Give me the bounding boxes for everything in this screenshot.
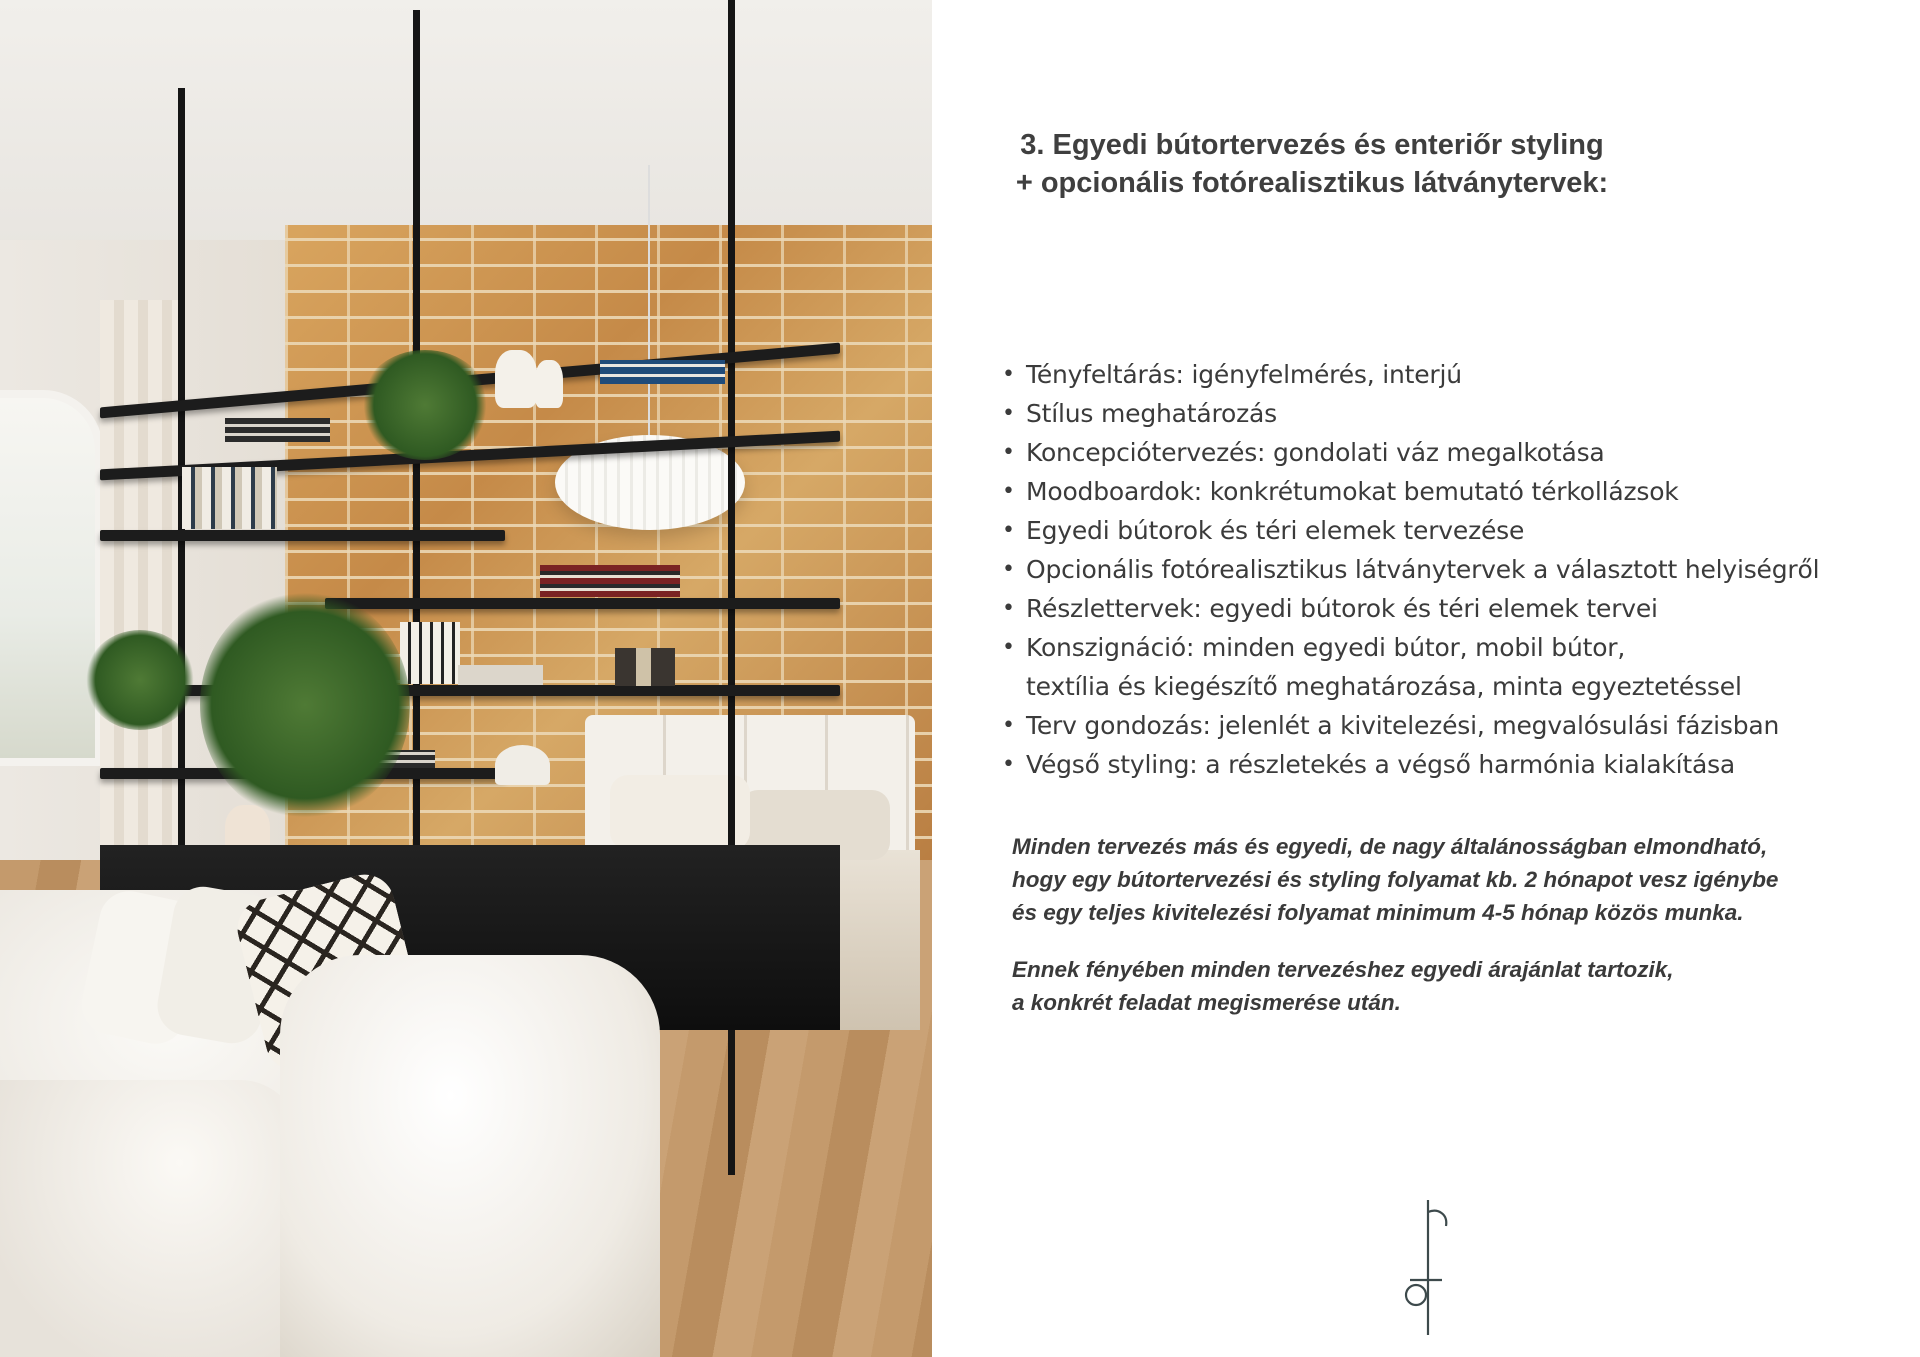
note-line: Minden tervezés más és egyedi, de nagy általánosságban elmondható, (1012, 834, 1768, 859)
lamp-cord (648, 165, 650, 435)
list-item-text: Moodboardok: konkrétumokat bemutató térkollázsok (1026, 477, 1679, 506)
ceiling (0, 0, 932, 250)
candle-holders (615, 648, 675, 686)
palm-plant (200, 590, 410, 820)
hanging-plant (360, 350, 490, 460)
book-row (400, 622, 460, 684)
note-paragraph (1012, 953, 1892, 1019)
list-item-continuation: textília és kiegészítő meghatározása, minta egyeztetéssel (1026, 672, 1742, 701)
list-item (1002, 706, 1819, 745)
title-line: + opcionális fotórealisztikus látványtervek: (1015, 167, 1609, 199)
note-paragraph (1012, 830, 1892, 929)
list-item-text: Koncepciótervezés: gondolati váz megalkotása (1026, 438, 1605, 467)
list-item (1002, 511, 1819, 550)
services-list (1002, 355, 1819, 784)
shelf-board (325, 598, 840, 609)
list-item (1002, 550, 1819, 589)
table-lamp (495, 745, 550, 785)
page-title (932, 126, 1692, 202)
list-item (1002, 745, 1819, 784)
book-stack (600, 360, 725, 384)
sofa-ottoman (280, 955, 660, 1357)
ceramic-vase (535, 360, 563, 408)
note-line: és egy teljes kivitelezési folyamat minimum 4-5 hónap közös munka. (1012, 900, 1744, 925)
list-item-text: Részlettervek: egyedi bútorok és téri elemek tervei (1026, 594, 1658, 623)
note-line: Ennek fényében minden tervezéshez egyedi árajánlat tartozik, (1012, 957, 1674, 982)
list-item (1002, 433, 1819, 472)
note-line: hogy egy bútortervezési és styling folyamat kb. 2 hónapot vesz igénybe (1012, 867, 1779, 892)
monogram-logo (1398, 1200, 1458, 1335)
list-item (1002, 355, 1819, 394)
book-stack (225, 418, 330, 442)
arched-window (0, 390, 103, 766)
potted-plant (85, 630, 195, 730)
list-item-text: Stílus meghatározás (1026, 399, 1277, 428)
list-item-text: Konszignáció: minden egyedi bútor, mobil bútor, (1026, 633, 1626, 662)
sofa-chaise (0, 1080, 300, 1357)
book-row (182, 467, 277, 529)
list-item-text: Egyedi bútorok és téri elemek tervezése (1026, 516, 1525, 545)
list-item (1002, 628, 1819, 706)
ceramic-vase (495, 350, 537, 408)
book (458, 665, 543, 685)
list-item-text: Terv gondozás: jelenlét a kivitelezési, megvalósulási fázisban (1026, 711, 1780, 740)
content-panel (932, 0, 1920, 1357)
title-line: 3. Egyedi bútortervezés és enteriőr styling (1020, 129, 1604, 161)
shelf-board (100, 530, 505, 541)
list-item (1002, 394, 1819, 433)
interior-photo (0, 0, 932, 1357)
list-item (1002, 589, 1819, 628)
list-item-text: Tényfeltárás: igényfelmérés, interjú (1026, 360, 1462, 389)
list-item-text: Opcionális fotórealisztikus látványtervek a választott helyiségről (1026, 555, 1820, 584)
book-stack (540, 565, 680, 597)
note-line: a konkrét feladat megismerése után. (1012, 990, 1401, 1015)
list-item (1002, 472, 1819, 511)
list-item-text: Végső styling: a részletekés a végső harmónia kialakítása (1026, 750, 1736, 779)
